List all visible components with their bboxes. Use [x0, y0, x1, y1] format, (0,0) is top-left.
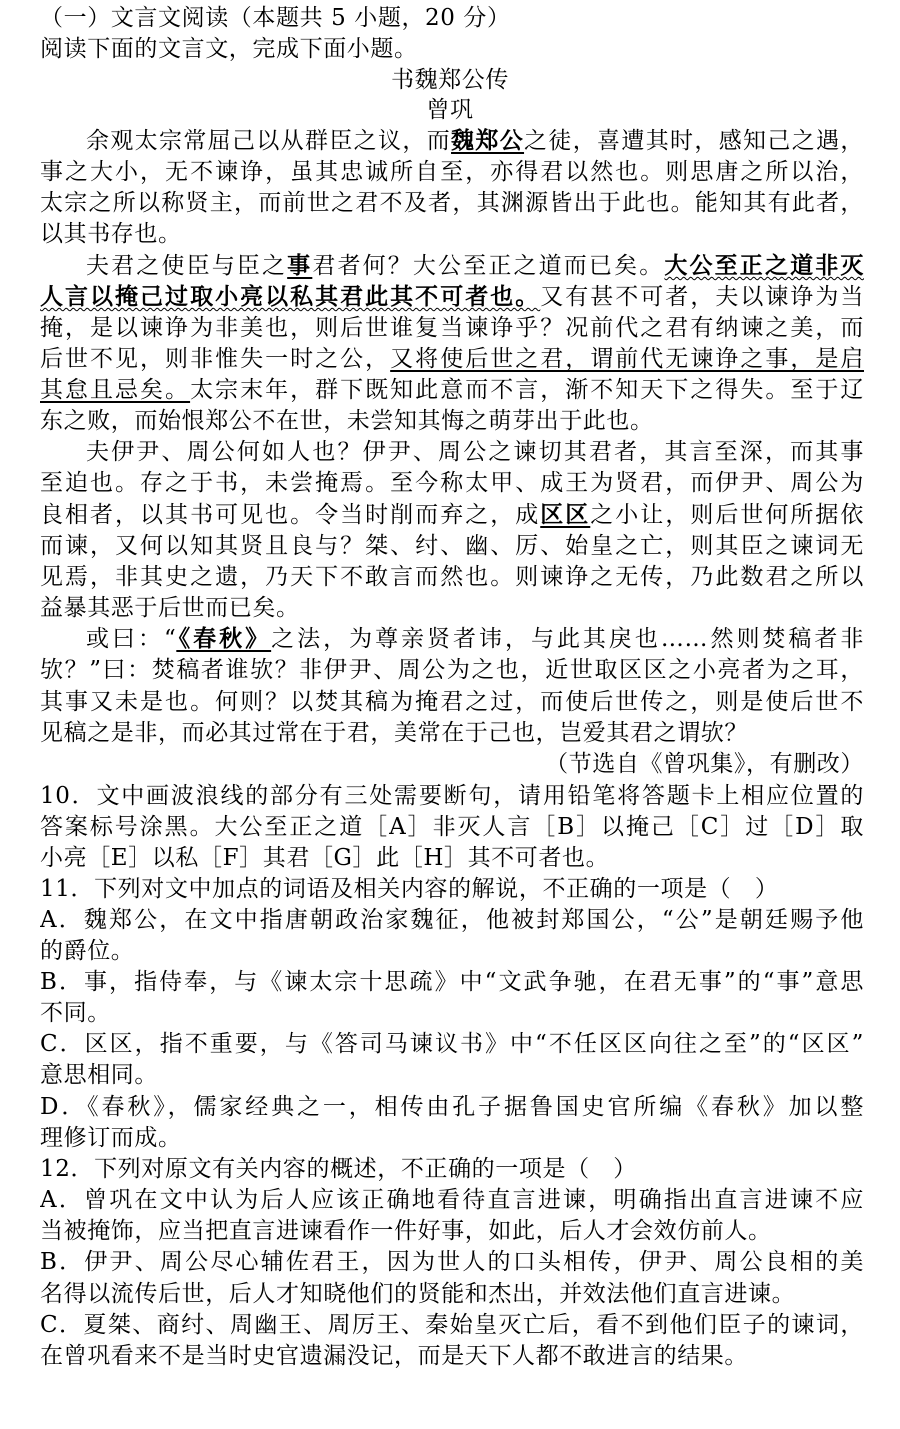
wavy-underlined-passage: 人言以掩己过取小亮以私其君此其不可者也。: [40, 283, 541, 310]
text-span: 余观太宗常屈己以从群臣之议，而: [86, 128, 452, 154]
q12-option-a-line-1: A．曾巩在文中认为后人应该正确地看待直言进谏，明确指出直言进谏不应: [40, 1187, 864, 1213]
text-span: 太宗末年，群下既知此意而不言，渐不知天下之得失。至于辽: [190, 377, 864, 403]
paragraph-4-line-3: 其事又未是也。何则？以焚其稿为掩君之过，而使后世传之，则是使后世不: [40, 689, 864, 715]
instruction-text: 阅读下面的文言文，完成下面小题。: [40, 36, 418, 62]
text-span: 之徒，喜遭其时，感知己之遇，: [524, 128, 864, 154]
q11-stem: 11．下列对文中加点的词语及相关内容的解说，不正确的一项是（ ）: [40, 876, 779, 902]
dotted-term-shi: 事: [287, 252, 313, 279]
essay-title: 书魏郑公传: [391, 67, 509, 93]
paragraph-1-line-3: 太宗之所以称贤主，而前世之君不及者，其渊源皆出于此也。能知其有此者，: [40, 190, 864, 216]
q11-option-a-line-2: 的爵位。: [40, 938, 135, 964]
text-span: 良相者，以其书可见也。令当时削而弃之，成: [40, 502, 541, 528]
section-header: （一）文言文阅读（本题共 5 小题，20 分）: [40, 5, 511, 31]
q11-option-b-line-2: 不同。: [40, 1000, 111, 1026]
paragraph-4-line-4: 见稿之是非，而必其过常在于君，美常在于己也，岂爱其君之谓欤？: [40, 720, 748, 746]
dotted-term-chunqiu: 《春秋》: [176, 625, 272, 652]
paragraph-3-line-6: 益暴其恶于后世而已矣。: [40, 595, 300, 621]
q11-option-d-line-1: D．《春秋》，儒家经典之一，相传由孔子据鲁国史官所编《春秋》加以整: [40, 1094, 864, 1120]
text-span: 之小让，则后世何所据依: [590, 502, 864, 528]
q12-option-c-line-2: 在曾巩看来不是当时史官遗漏没记，而是天下人都不敢进言的结果。: [40, 1343, 748, 1369]
text-span: 或曰：“: [86, 626, 177, 652]
text-span: 后世不见，则非惟失一时之公，: [40, 346, 391, 372]
q11-option-c-line-2: 意思相同。: [40, 1062, 158, 1088]
paragraph-3-line-4: 而谏，又何以知其贤且良与？桀、纣、幽、厉、始皇之亡，则其臣之谏词无: [40, 533, 864, 559]
q11-option-c-line-1: C．区区，指不重要，与《答司马谏议书》中“不任区区向往之至”的“区区”: [40, 1031, 864, 1057]
dotted-term-ququ: 区区: [540, 501, 591, 528]
text-span: 君者何？大公至正之道而已矣。: [312, 253, 665, 279]
paragraph-1-line-1: [86, 127, 864, 157]
source-note: （节选自《曾巩集》，有删改）: [545, 751, 864, 777]
paragraph-1-line-4: 以其书存也。: [40, 221, 182, 247]
paragraph-2-line-3: 掩，是以谏诤为非美也，则后世谁复当谏诤乎？况前代之君有纳谏之美，而: [40, 315, 864, 341]
paragraph-1-line-2: 事之大小，无不谏诤，虽其忠诚所自至，亦得君以然也。则思唐之所以治，: [40, 159, 864, 185]
paragraph-2-line-4: [40, 345, 864, 375]
q11-option-d-line-2: 理修订而成。: [40, 1125, 182, 1151]
q12-option-a-line-2: 当被掩饰，应当把直言进谏看作一件好事，如此，后人才会效仿前人。: [40, 1218, 772, 1244]
paragraph-3-line-1: 夫伊尹、周公何如人也？伊尹、周公之谏切其君者，其言至深，而其事: [86, 439, 864, 465]
q12-stem: 12．下列对原文有关内容的概述，不正确的一项是（ ）: [40, 1156, 637, 1182]
underlined-sentence: 又将使后世之君，谓前代无谏诤之事，是启: [390, 346, 864, 372]
q10-line-1: 10．文中画波浪线的部分有三处需要断句，请用铅笔将答题卡上相应位置的: [40, 783, 864, 809]
paragraph-2-line-1: [86, 252, 864, 282]
text-span: 之法，为尊亲贤者讳，与此其戾也……然则焚稿者非: [271, 626, 864, 652]
essay-author: 曾巩: [426, 97, 474, 123]
q10-line-3: 小亮［E］以私［F］其君［G］此［H］其不可者也。: [40, 845, 610, 871]
q12-option-b-line-1: B．伊尹、周公尽心辅佐君王，因为世人的口头相传，伊尹、周公良相的美: [40, 1249, 864, 1275]
dotted-term-weizhenggong: 魏郑公: [451, 127, 525, 154]
paragraph-2-line-2: [40, 283, 864, 313]
text-span: 又有甚不可者，夫以谏诤为当: [540, 284, 864, 310]
paragraph-4-line-1: [86, 625, 864, 655]
q10-line-2: 答案标号涂黑。大公至正之道［A］非灭人言［B］以掩己［C］过［D］取: [40, 814, 864, 840]
paragraph-3-line-5: 见焉，非其史之遗，乃天下不敢言而然也。则谏诤之无传，乃此数君之所以: [40, 564, 864, 590]
q11-option-b-line-1: B．事，指侍奉，与《谏太宗十思疏》中“文武争驰，在君无事”的“事”意思: [40, 969, 864, 995]
underlined-sentence: 其怠且忌矣。: [40, 377, 191, 403]
wavy-underlined-passage: 大公至正之道非灭: [664, 252, 864, 279]
q11-option-a-line-1: A．魏郑公，在文中指唐朝政治家魏征，他被封郑国公，“公”是朝廷赐予他: [40, 907, 864, 933]
paragraph-3-line-2: 至迫也。存之于书，未尝掩焉。至今称太甲、成王为贤君，而伊尹、周公为: [40, 470, 864, 496]
paragraph-4-line-2: 欤？”曰：焚稿者谁欤？非伊尹、周公为之也，近世取区区之小亮者为之耳，: [40, 657, 864, 683]
q12-option-b-line-2: 名得以流传后世，后人才知晓他们的贤能和杰出，并效法他们直言进谏。: [40, 1281, 796, 1307]
paragraph-2-line-5: [40, 376, 864, 406]
paragraph-3-line-3: [40, 501, 864, 531]
paragraph-2-line-6: 东之败，而始恨郑公不在世，未尝知其悔之萌芽出于此也。: [40, 408, 654, 434]
q12-option-c-line-1: C．夏桀、商纣、周幽王、周厉王、秦始皇灭亡后，看不到他们臣子的谏词，: [40, 1312, 864, 1338]
text-span: 夫君之使臣与臣之: [86, 253, 288, 279]
